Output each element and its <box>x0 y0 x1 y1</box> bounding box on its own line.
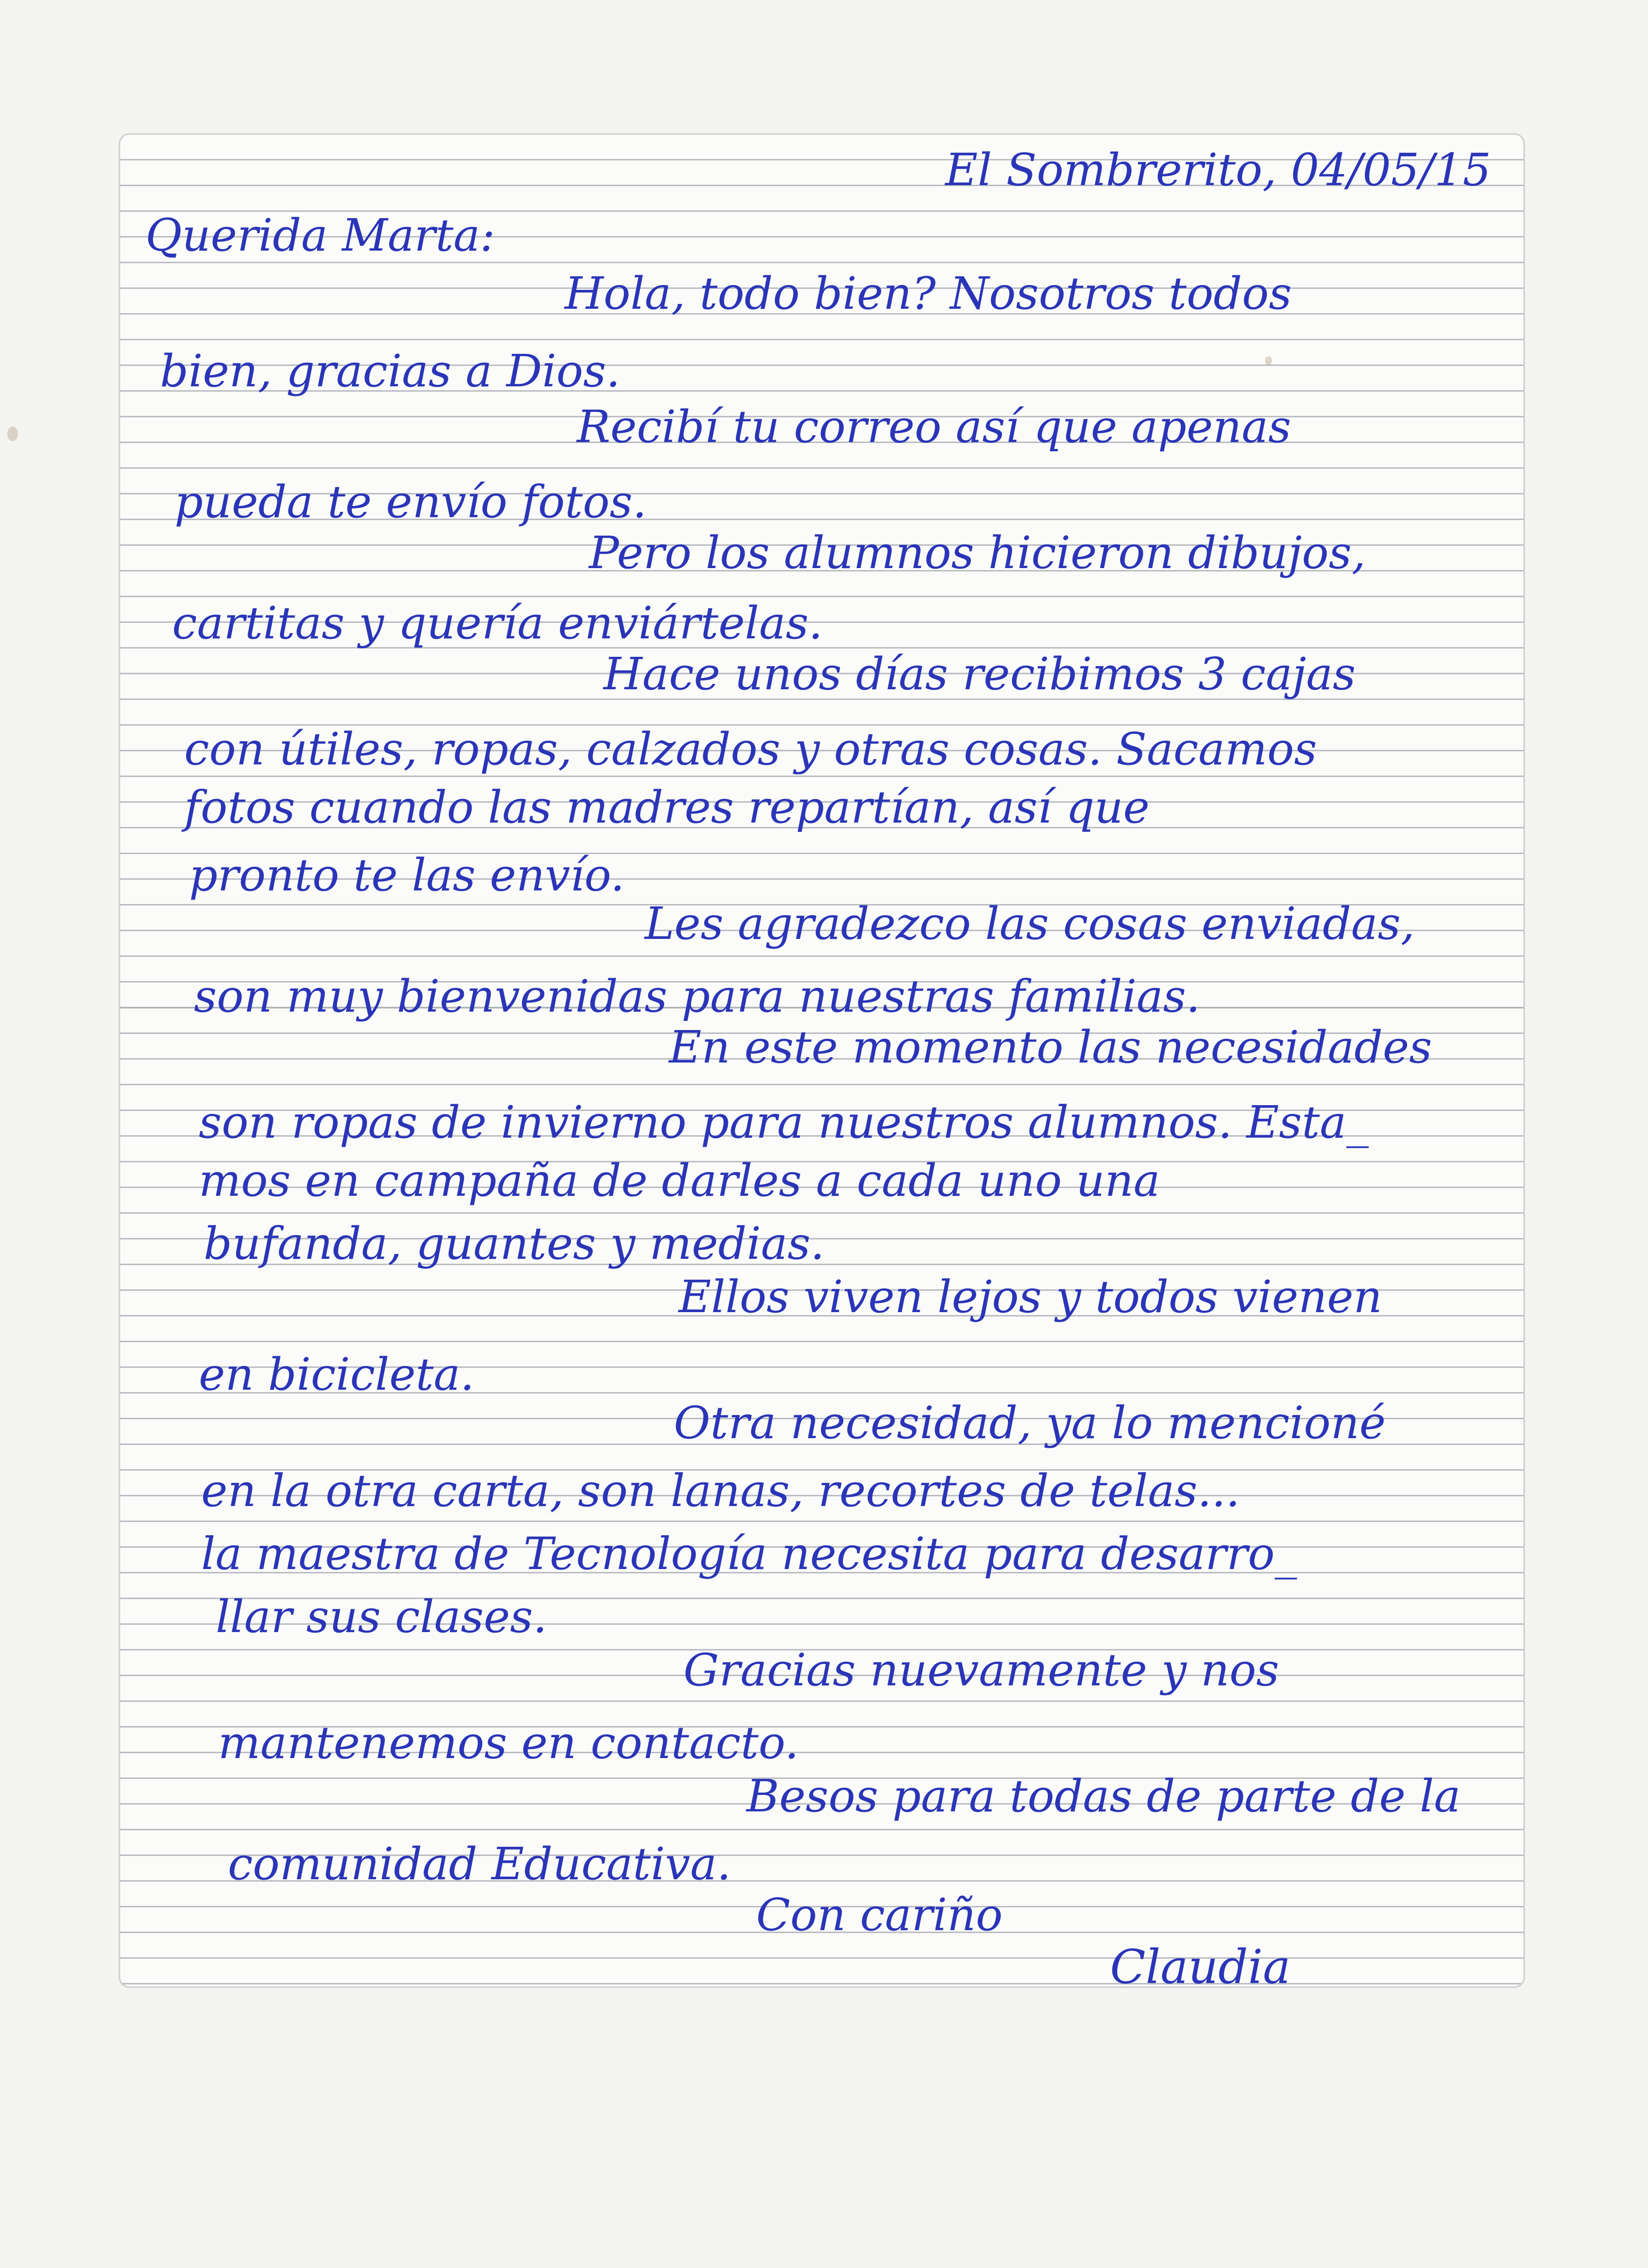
letter-line: llar sus clases. <box>216 1591 547 1643</box>
letter-line: pueda te envío fotos. <box>174 476 647 528</box>
letter-line: En este momento las necesidades <box>669 1021 1432 1073</box>
letter-line: Hace unos días recibimos 3 cajas <box>603 648 1356 700</box>
letter-line: comunidad Educativa. <box>228 1838 731 1890</box>
letter-line: mos en campaña de darles a cada uno una <box>199 1155 1160 1206</box>
letter-line: Les agradezco las cosas enviadas, <box>645 898 1415 950</box>
letter-line: con útiles, ropas, calzados y otras cosas. Sacamos <box>184 723 1317 775</box>
letter-line: mantenemos en contacto. <box>218 1717 799 1769</box>
letter-closing: Con cariño <box>756 1889 1003 1941</box>
paper-smudge <box>7 427 18 441</box>
letter-line: pronto te las envío. <box>189 849 625 901</box>
letter-greeting: Querida Marta: <box>145 209 495 261</box>
letter-line: Pero los alumnos hicieron dibujos, <box>589 527 1366 579</box>
letter-line: son muy bienvenidas para nuestras familias. <box>194 970 1201 1022</box>
letter-line: Otra necesidad, ya lo mencioné <box>674 1397 1386 1449</box>
letter-line: Hola, todo bien? Nosotros todos <box>565 268 1292 319</box>
letter-line: en bicicleta. <box>199 1348 475 1400</box>
letter-line: bien, gracias a Dios. <box>160 345 620 397</box>
letter-line: Ellos viven lejos y todos vienen <box>679 1271 1382 1323</box>
letter-line: bufanda, guantes y medias. <box>204 1218 825 1269</box>
letter-line: cartitas y quería enviártelas. <box>172 597 823 649</box>
letter-line: Gracias nuevamente y nos <box>683 1644 1280 1696</box>
letter-signature: Claudia <box>1110 1940 1291 1994</box>
letter-line: en la otra carta, son lanas, recortes de telas... <box>201 1465 1240 1517</box>
paper-smudge <box>1265 356 1272 365</box>
letter-line: la maestra de Tecnología necesita para desarro_ <box>201 1528 1297 1580</box>
letter-date-line: El Sombrerito, 04/05/15 <box>945 144 1491 196</box>
letter-line: son ropas de invierno para nuestros alumnos. Esta_ <box>199 1096 1369 1148</box>
letter-line: fotos cuando las madres repartían, así que <box>184 781 1150 833</box>
letter-line: Besos para todas de parte de la <box>746 1770 1461 1822</box>
letter-line: Recibí tu correo así que apenas <box>577 401 1291 453</box>
